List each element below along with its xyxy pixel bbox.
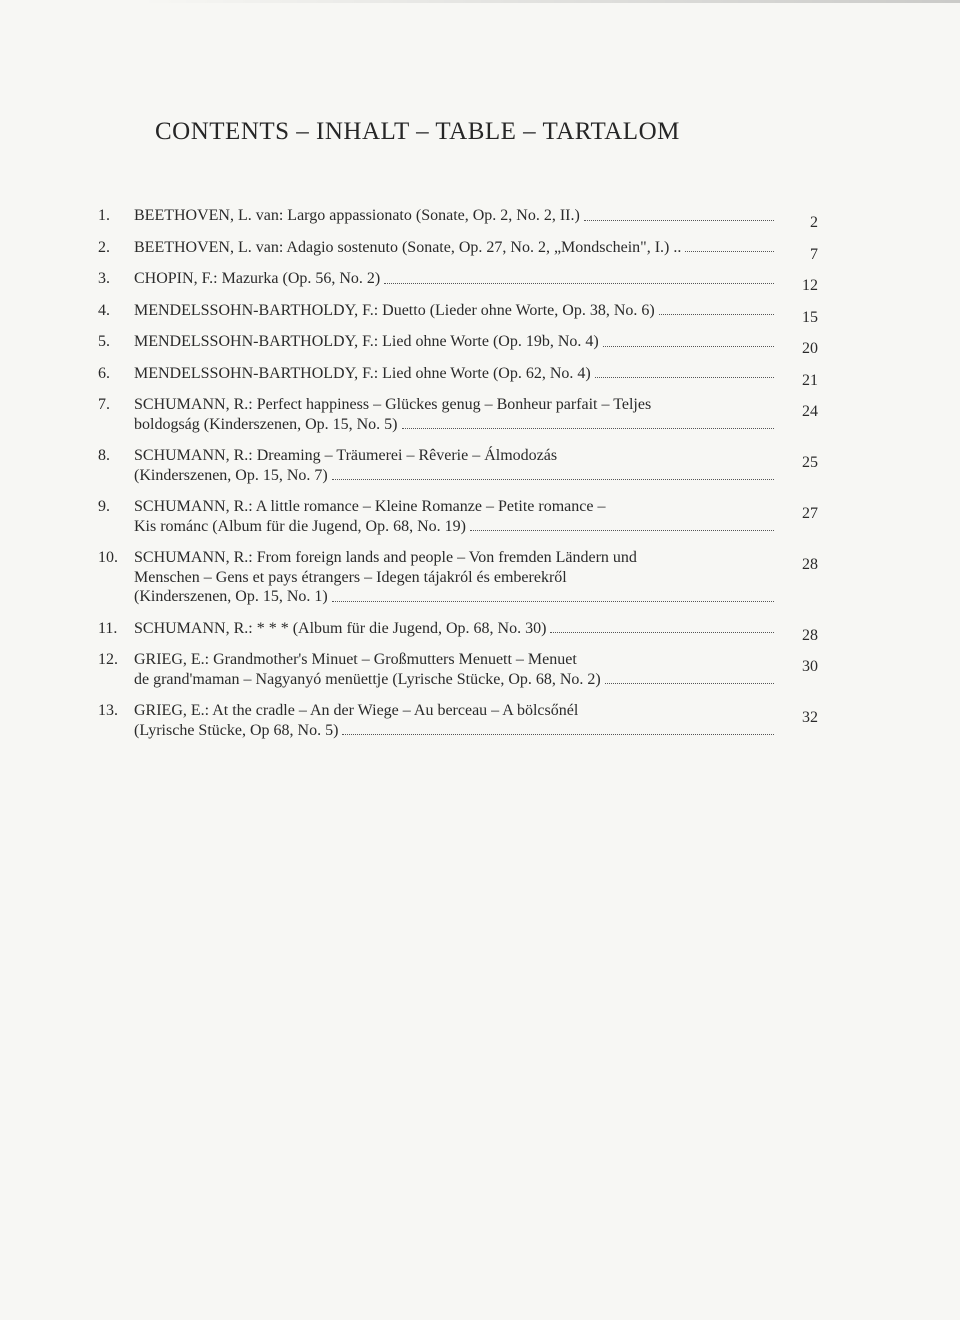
toc-entry	[98, 446, 818, 485]
leader-dots	[595, 377, 774, 378]
toc-entry	[98, 364, 818, 389]
entry-final-line	[134, 301, 778, 321]
entry-body	[134, 548, 778, 607]
entry-final-line	[134, 269, 778, 289]
entry-final-line	[134, 364, 778, 384]
entry-page-number: 2	[810, 214, 818, 231]
entry-final-line	[134, 238, 778, 258]
entry-final-line	[134, 721, 778, 741]
entry-page-number: 28	[802, 626, 818, 644]
entry-line: Menschen – Gens et pays étrangers – Idegen tájakról és emberekről	[134, 568, 567, 586]
entry-final-line	[134, 670, 778, 690]
entry-number: 12.	[98, 651, 118, 668]
entry-body	[134, 269, 778, 289]
entry-line: GRIEG, E.: Grandmother's Minuet – Großmutters Menuett – Menuet	[134, 651, 577, 668]
entry-page-number: 20	[802, 340, 818, 357]
entry-title: MENDELSSOHN-BARTHOLDY, F.: Lied ohne Worte (Op. 19b, No. 4)	[134, 333, 599, 350]
entry-number: 2.	[98, 238, 110, 256]
toc-entry	[98, 206, 818, 231]
entry-final-line	[134, 619, 778, 639]
entry-body	[134, 650, 778, 689]
leader-dots	[659, 314, 774, 315]
entry-page-number: 32	[802, 709, 818, 726]
entry-page-number: 21	[802, 371, 818, 389]
entry-number: 3.	[98, 270, 110, 287]
toc-entry	[98, 548, 818, 607]
entry-title: BEETHOVEN, L. van: Adagio sostenuto (Sonate, Op. 27, No. 2, „Mondschein", I.) ..	[134, 238, 682, 256]
entry-final-line	[134, 587, 778, 607]
table-of-contents	[98, 206, 818, 740]
entry-body	[134, 206, 778, 226]
entry-title: (Kinderszenen, Op. 15, No. 1)	[134, 588, 328, 605]
leader-dots	[332, 601, 774, 602]
leader-dots	[384, 283, 774, 284]
entry-final-line	[134, 415, 778, 435]
entry-line: GRIEG, E.: At the cradle – An der Wiege – Au berceau – A bölcsőnél	[134, 702, 579, 719]
toc-entry	[98, 332, 818, 357]
entry-number: 8.	[98, 447, 110, 464]
entry-line: SCHUMANN, R.: Perfect happiness – Glückes genug – Bonheur parfait – Teljes	[134, 396, 652, 413]
entry-title: SCHUMANN, R.: * * * (Album für die Jugend, Op. 68, No. 30)	[134, 619, 547, 637]
toc-entry	[98, 619, 818, 644]
page-title: CONTENTS – INHALT – TABLE – TARTALOM	[155, 118, 680, 145]
entry-title: (Kinderszenen, Op. 15, No. 7)	[134, 466, 328, 484]
toc-entry	[98, 650, 818, 689]
toc-entry	[98, 497, 818, 536]
entry-title: Kis románc (Album für die Jugend, Op. 68, No. 19)	[134, 517, 466, 535]
entry-final-line	[134, 332, 778, 352]
leader-dots	[605, 683, 774, 684]
leader-dots	[402, 428, 775, 429]
entry-line: SCHUMANN, R.: A little romance – Kleine Romanze – Petite romance –	[134, 498, 606, 515]
entry-body	[134, 701, 778, 740]
leader-dots	[603, 346, 774, 347]
entry-number: 5.	[98, 333, 110, 350]
entry-body	[134, 238, 778, 258]
toc-entry	[98, 395, 818, 434]
entry-page-number: 30	[802, 658, 818, 675]
entry-number: 7.	[98, 396, 110, 413]
entry-title: de grand'maman – Nagyanyó menüettje (Lyrische Stücke, Op. 68, No. 2)	[134, 670, 601, 688]
entry-title: MENDELSSOHN-BARTHOLDY, F.: Duetto (Lieder ohne Worte, Op. 38, No. 6)	[134, 301, 655, 319]
entry-final-line	[134, 206, 778, 226]
toc-entry	[98, 238, 818, 263]
entry-page-number: 15	[802, 308, 818, 326]
leader-dots	[584, 220, 774, 221]
entry-body	[134, 395, 778, 434]
entry-title: (Lyrische Stücke, Op 68, No. 5)	[134, 721, 339, 739]
leader-dots	[550, 632, 774, 633]
entry-page-number: 25	[802, 454, 818, 471]
entry-final-line	[134, 517, 778, 537]
entry-line: SCHUMANN, R.: Dreaming – Träumerei – Rêverie – Álmodozás	[134, 447, 558, 464]
entry-number: 6.	[98, 364, 110, 382]
scan-edge-line	[140, 0, 960, 3]
entry-page-number: 12	[802, 277, 818, 294]
entry-page-number: 27	[802, 505, 818, 522]
entry-line: SCHUMANN, R.: From foreign lands and people – Von fremden Ländern und	[134, 549, 637, 566]
toc-entry	[98, 269, 818, 294]
entry-title: boldogság (Kinderszenen, Op. 15, No. 5)	[134, 415, 398, 433]
leader-dots	[332, 479, 774, 480]
entry-body	[134, 301, 778, 321]
leader-dots	[685, 251, 774, 252]
entry-number: 11.	[98, 619, 118, 637]
entry-final-line	[134, 466, 778, 486]
entry-page-number: 24	[802, 403, 818, 420]
entry-number: 9.	[98, 498, 110, 515]
entry-number: 4.	[98, 301, 110, 319]
toc-entry	[98, 301, 818, 326]
entry-title: BEETHOVEN, L. van: Largo appassionato (Sonate, Op. 2, No. 2, II.)	[134, 207, 580, 224]
entry-body	[134, 497, 778, 536]
entry-body	[134, 619, 778, 639]
leader-dots	[342, 734, 774, 735]
entry-page-number: 28	[802, 556, 818, 573]
entry-body	[134, 364, 778, 384]
entry-body	[134, 446, 778, 485]
toc-entry	[98, 701, 818, 740]
entry-number: 13.	[98, 702, 118, 719]
entry-number: 10.	[98, 549, 118, 566]
entry-page-number: 7	[810, 245, 818, 263]
entry-body	[134, 332, 778, 352]
entry-title: CHOPIN, F.: Mazurka (Op. 56, No. 2)	[134, 270, 381, 287]
leader-dots	[470, 530, 774, 531]
entry-number: 1.	[98, 207, 110, 224]
entry-title: MENDELSSOHN-BARTHOLDY, F.: Lied ohne Worte (Op. 62, No. 4)	[134, 364, 591, 382]
